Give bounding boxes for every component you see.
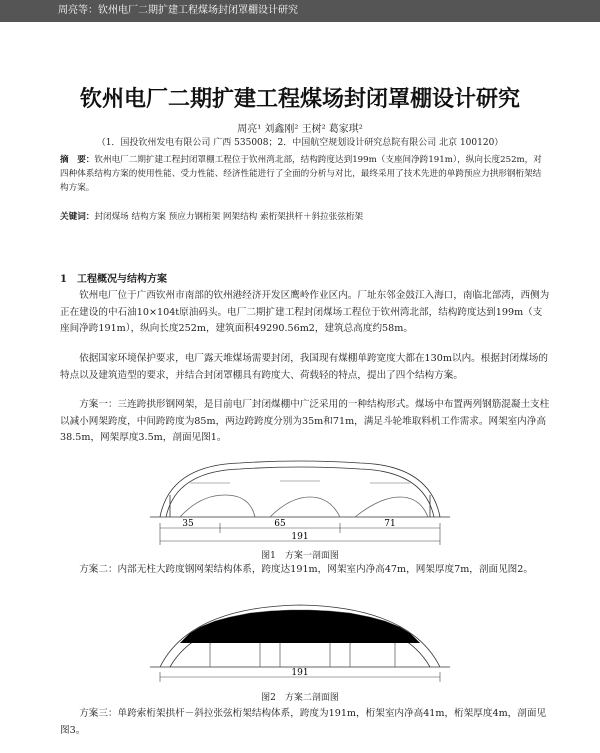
paragraph-1: 钦州电厂位于广西钦州市南部的钦州港经济开发区鹰岭作业区内。厂址东邻金鼓江入海口，南临北部湾，西侧为正在建设的中石油10×104t原油码头。电厂二期扩建工程封闭煤场工程位于钦州湾北部，结构跨度达到199m（支座间净跨191m），纵向长度252m，建筑面积49290.56m2，建筑总高度约58m。	[60, 290, 550, 334]
running-header	[0, 0, 600, 22]
abstract-label: 摘 要：	[60, 155, 95, 165]
fig2-dim-total: 191	[291, 668, 309, 678]
paragraph-5: 方案三：单跨索桁架拱杆－斜拉张弦桁架结构体系，跨度为191m，桁架室内净高41m，桁架厚度4m，剖面见图3。	[60, 708, 547, 736]
running-head-text: 周亮等：钦州电厂二期扩建工程煤场封闭罩棚设计研究	[58, 5, 298, 16]
paper-title: 钦州电厂二期扩建工程煤场封闭罩棚设计研究	[79, 87, 520, 112]
abstract	[60, 153, 545, 195]
figure-2-section-drawing	[130, 597, 470, 689]
keywords-label: 关键词：	[60, 212, 95, 222]
fig1-dim-65: 65	[274, 519, 286, 529]
paragraph-2: 依据国家环境保护要求，电厂露天堆煤场需要封闭，我国现有煤棚单跨宽度大都在130m以内。根据封闭煤场的特点以及建筑造型的要求，并结合封闭罩棚具有跨度大、荷载轻的特点，提出了四个结构方案。	[60, 353, 548, 381]
figure-1-caption: 图1 方案一剖面图	[261, 551, 339, 561]
paragraph-3: 方案一：三连跨拱形钢网架，是目前电厂封闭煤棚中广泛采用的一种结构形式。煤场中布置两列钢筋混凝土支柱以减小网架跨度，中间跨跨度为85m，两边跨跨度分别为35m和71m，满足斗轮堆取料机工作需求。网架室内净高38.5m，网架厚度3.5m，剖面见图1。	[60, 399, 550, 443]
fig1-dim-71: 71	[384, 519, 396, 529]
paragraph-4: 方案二：内部无柱大跨度钢网架结构体系，跨度达191m，网架室内净高47m，网架厚度7m，剖面见图2。	[79, 564, 533, 575]
section-heading: 1 工程概况与结构方案	[60, 274, 167, 285]
keywords	[60, 210, 545, 222]
keywords-text: 封闭煤场 结构方案 预应力钢桁架 网架结构 索桁架拱杆＋斜拉张弦桁架	[94, 212, 364, 222]
fig1-dim-total: 191	[291, 532, 309, 542]
figure-1-section-drawing	[130, 455, 470, 550]
figure-2-caption: 图2 方案二剖面图	[261, 693, 339, 703]
fig1-dim-35: 35	[182, 519, 194, 529]
abstract-text: 钦州电厂二期扩建工程封闭罩棚工程位于钦州湾北部，结构跨度达到199m（支座间净跨191m），纵向长度252m，对四种体系结构方案的使用性能、受力性能、经济性能进行了全面的分析与对比，最终采用了技术先进的单跨预应力拱形钢桁架结构方案。	[60, 155, 542, 193]
author-list: 周亮¹ 刘鑫刚² 王树² 葛家琪²	[237, 124, 363, 135]
affiliation: （1．国投钦州发电有限公司 广西 535008；2．中国航空规划设计研究总院有限公司 北京 100120）	[96, 138, 504, 148]
